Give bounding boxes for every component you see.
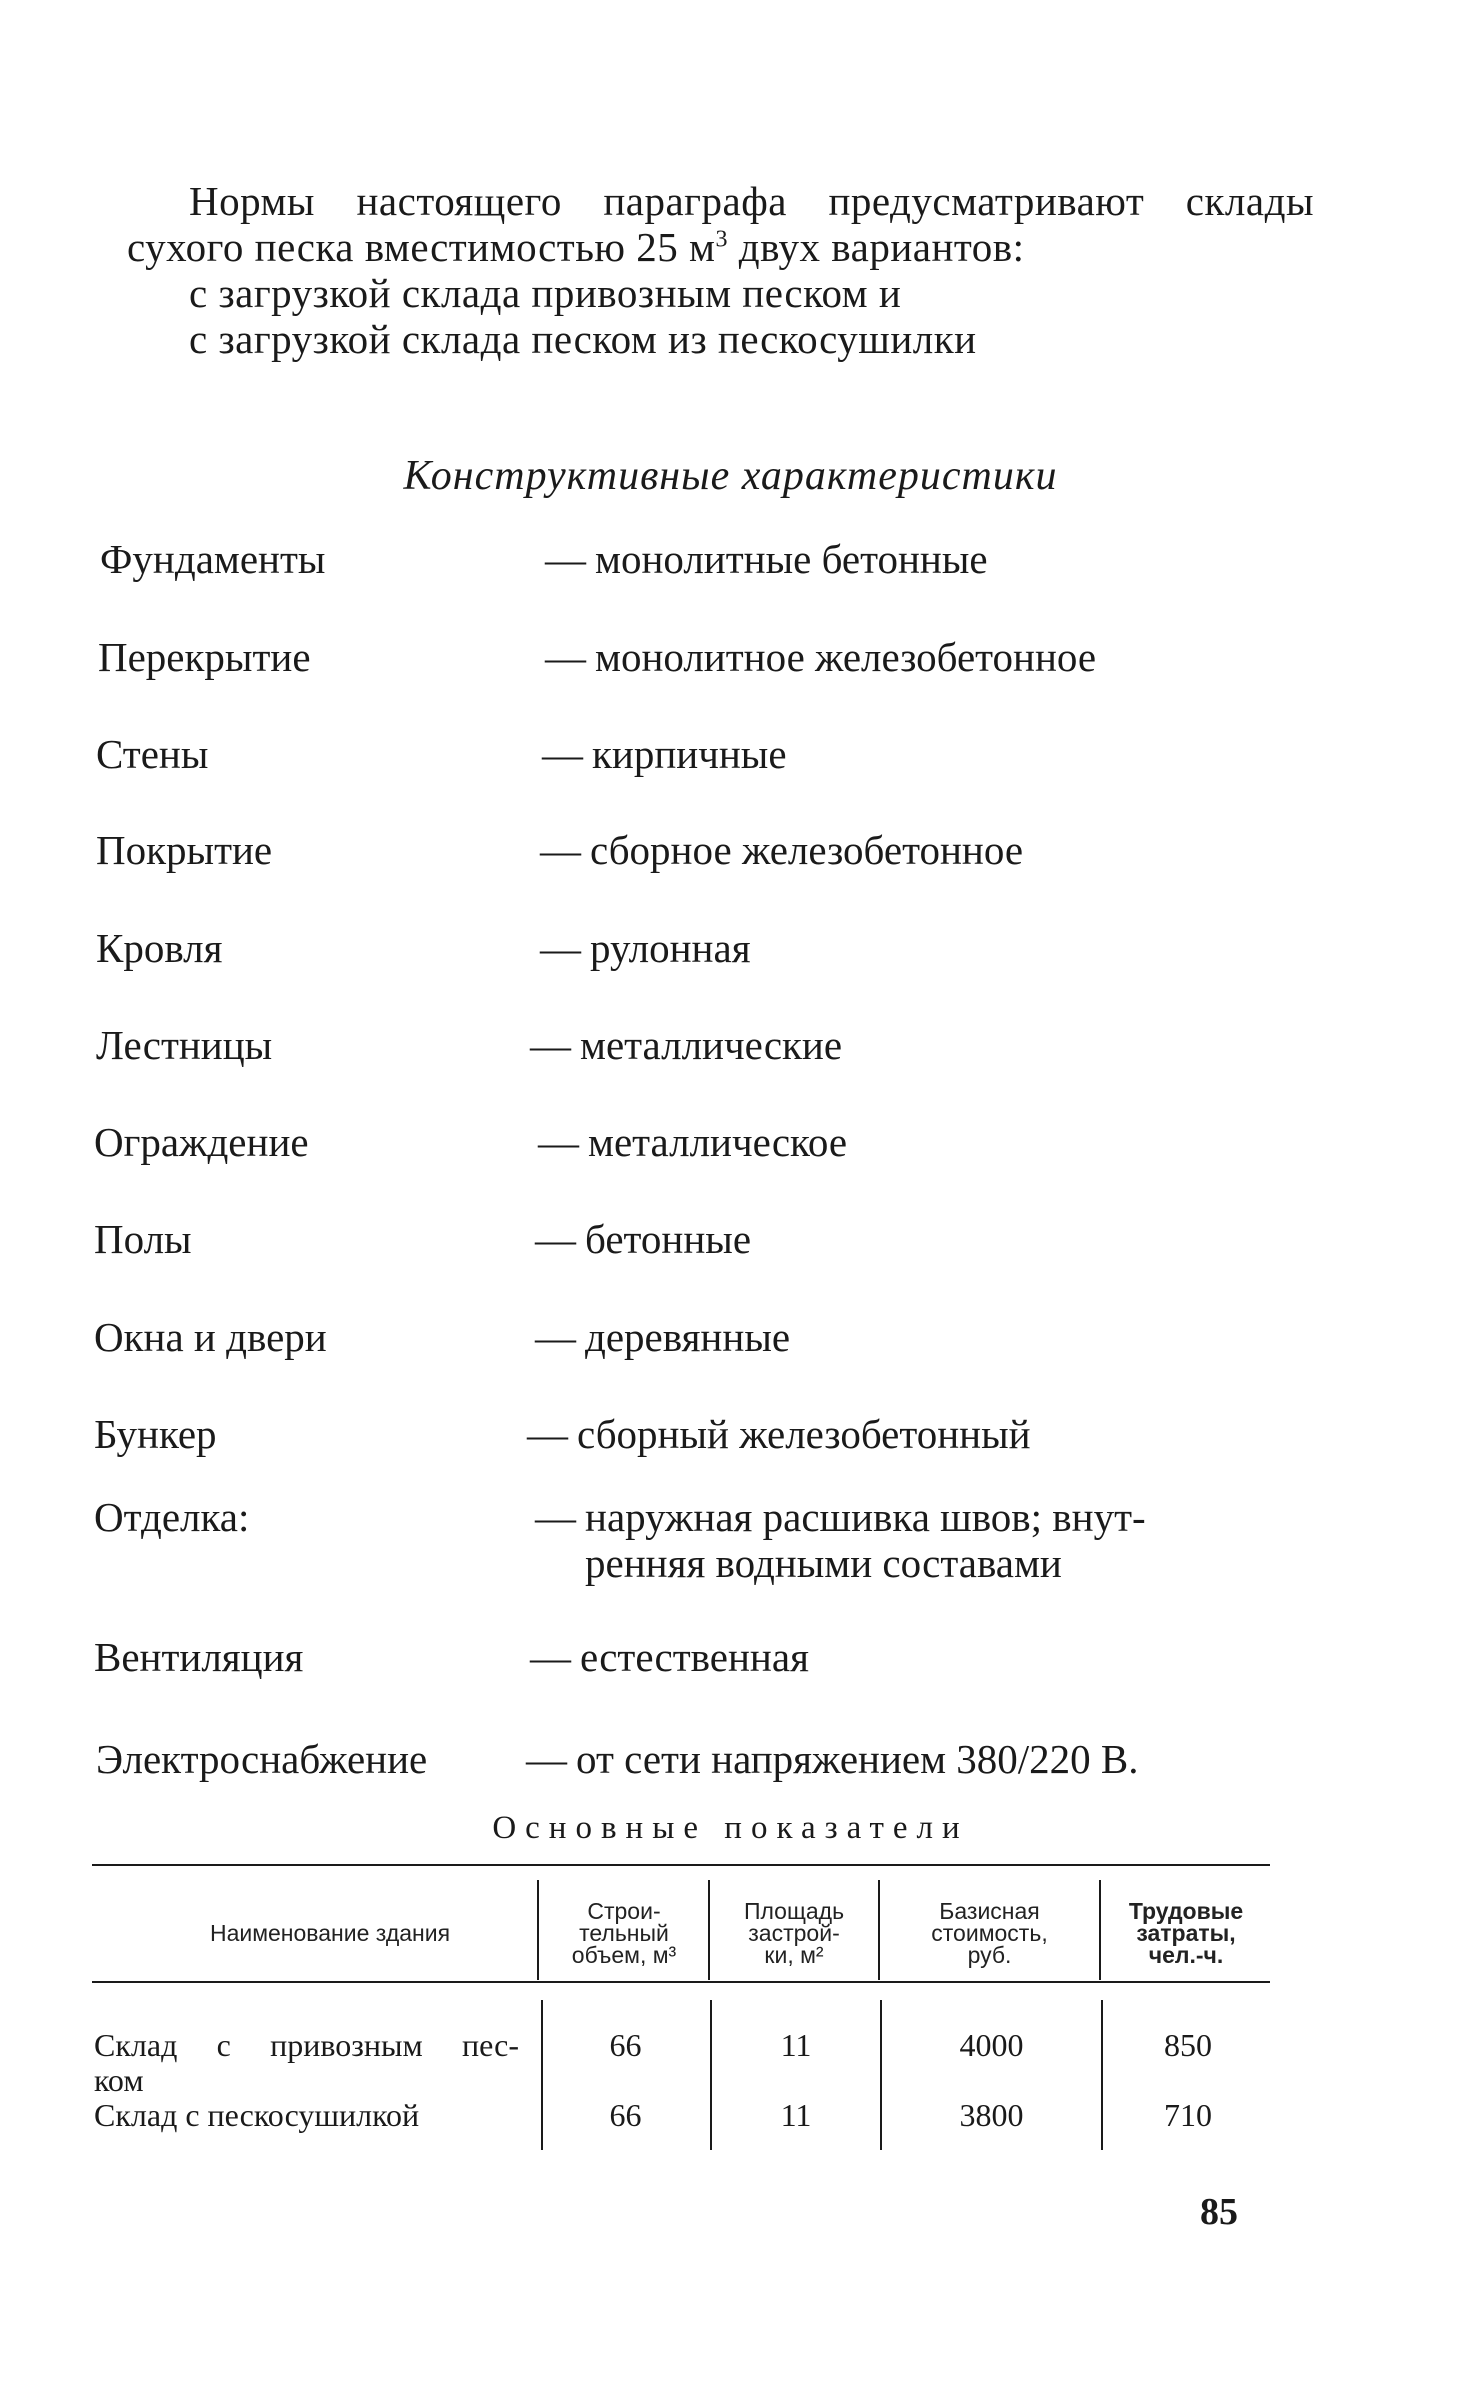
header-labor: Трудовые затраты, чел.-ч. <box>1128 1897 1244 1968</box>
cell-cost: 4000 <box>959 2027 1024 2063</box>
table-header-rule <box>92 1981 1270 1983</box>
superscript: 3 <box>715 226 728 253</box>
spec-value <box>535 1216 1355 1262</box>
spec-value-text: монолитные бетонные <box>595 536 988 582</box>
spec-name: Окна и двери <box>94 1314 327 1360</box>
spec-value-text: металлическое <box>588 1119 848 1165</box>
table-divider <box>537 1880 539 1980</box>
spec-value-text: монолитное железобетонное <box>595 634 1097 680</box>
spec-name: Перекрытие <box>98 634 311 680</box>
cell-volume: 66 <box>609 2027 642 2063</box>
header-name: Наименование здания <box>209 1919 451 1946</box>
spec-value-text: естественная <box>580 1634 809 1680</box>
spec-name: Стены <box>96 731 209 777</box>
table-title: Основные показатели <box>492 1810 969 1846</box>
row-name-line: ком <box>94 2062 144 2098</box>
spec-value <box>540 925 1360 971</box>
spec-dash: — <box>530 1022 571 1068</box>
spec-name: Фундаменты <box>100 536 326 582</box>
spec-dash: — <box>545 634 586 680</box>
cell-cost: 3800 <box>959 2097 1024 2133</box>
spec-name: Кровля <box>96 925 223 971</box>
cell-volume: 66 <box>609 2097 642 2133</box>
spec-dash: — <box>527 1411 568 1457</box>
spec-value <box>538 1119 1358 1165</box>
intro-item-2: с загрузкой склада песком из пескосушилки <box>189 316 977 362</box>
intro-text: Нормы настоящего параграфа предусматривают склады сухого песка вместимостью 25 м <box>127 178 1314 270</box>
spec-name: Лестницы <box>96 1022 273 1068</box>
spec-value-text: кирпичные <box>592 731 787 777</box>
cell-labor: 850 <box>1164 2027 1212 2063</box>
section-title: Конструктивные характеристики <box>403 453 1058 499</box>
spec-name: Отделка: <box>94 1494 250 1540</box>
spec-dash: — <box>526 1736 567 1782</box>
spec-value <box>535 1314 1355 1360</box>
cell-area: 11 <box>780 2027 812 2063</box>
spec-value-continuation: ренняя водными составами <box>585 1540 1062 1586</box>
spec-value <box>545 536 1365 582</box>
spec-value <box>530 1634 1350 1680</box>
spec-name: Бункер <box>94 1411 217 1457</box>
spec-value <box>542 731 1362 777</box>
spec-dash: — <box>540 827 581 873</box>
table-row-name: Склад с пескосушилкой <box>94 2097 420 2133</box>
table-top-rule <box>92 1864 1270 1866</box>
spec-dash: — <box>538 1119 579 1165</box>
spec-name: Покрытие <box>96 827 273 873</box>
spec-value-text: рулонная <box>590 925 751 971</box>
cell-labor: 710 <box>1164 2097 1212 2133</box>
spec-value <box>545 634 1365 680</box>
intro-paragraph <box>127 178 1314 270</box>
spec-value <box>535 1494 1355 1586</box>
spec-value-text: металлические <box>580 1022 843 1068</box>
spec-name: Ограждение <box>94 1119 309 1165</box>
header-area: Площадь застрой- ки, м² <box>743 1897 845 1968</box>
intro-block <box>127 178 1314 362</box>
spec-value-text: наружная расшивка швов; внут- <box>585 1494 1146 1540</box>
table-row-name <box>94 2028 519 2098</box>
intro-item-1: с загрузкой склада привозным песком и <box>189 270 902 316</box>
spec-value-text: сборный железобетонный <box>577 1411 1031 1457</box>
spec-value <box>540 827 1360 873</box>
spec-value-text: сборное железобетонное <box>590 827 1024 873</box>
spec-dash: — <box>535 1216 576 1262</box>
spec-dash: — <box>545 536 586 582</box>
spec-dash: — <box>530 1634 571 1680</box>
spec-dash: — <box>535 1314 576 1360</box>
spec-name: Электроснабжение <box>96 1736 428 1782</box>
intro-text-end: двух вариантов: <box>727 224 1025 270</box>
spec-dash: — <box>540 925 581 971</box>
spec-value-text: от сети напряжением 380/220 В. <box>576 1736 1139 1782</box>
spec-value <box>530 1022 1350 1068</box>
spec-value <box>526 1736 1346 1782</box>
row-name-line: Склад с привозным пес- <box>94 2027 519 2063</box>
spec-value-text: деревянные <box>585 1314 791 1360</box>
header-volume: Строи- тельный объем, м³ <box>571 1897 677 1968</box>
spec-name: Вентиляция <box>94 1634 304 1680</box>
spec-dash: — <box>535 1494 576 1540</box>
page-number: 85 <box>1200 2191 1238 2233</box>
cell-area: 11 <box>780 2097 812 2133</box>
spec-name: Полы <box>94 1216 192 1262</box>
spec-dash: — <box>542 731 583 777</box>
spec-value <box>527 1411 1347 1457</box>
spec-value-text: бетонные <box>585 1216 752 1262</box>
header-cost: Базисная стоимость, руб. <box>931 1897 1048 1968</box>
